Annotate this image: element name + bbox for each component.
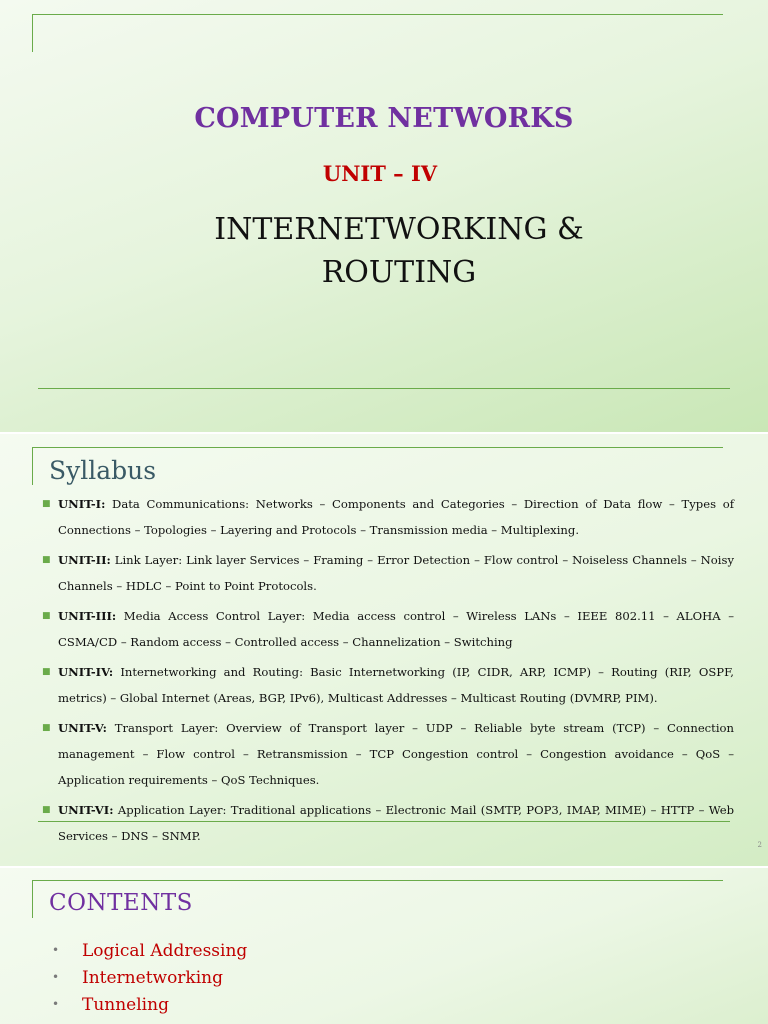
contents-item-label: Tunneling — [82, 995, 169, 1015]
unit-label: UNIT-V: — [58, 721, 107, 735]
bullet-icon: • — [52, 943, 60, 957]
unit-subtitle — [0, 208, 768, 294]
bottom-rule — [38, 821, 730, 822]
unit-label: UNIT – IV — [322, 161, 438, 186]
left-rule — [32, 14, 33, 52]
unit-label: UNIT-VI: — [58, 803, 114, 817]
contents-item — [52, 938, 247, 965]
syllabus-item — [42, 715, 734, 793]
syllabus-item — [42, 797, 734, 849]
course-title: COMPUTER NETWORKS — [194, 103, 574, 134]
syllabus-list — [42, 491, 734, 853]
square-bullet-icon: ■ — [42, 611, 51, 621]
syllabus-item — [42, 659, 734, 711]
contents-title: CONTENTS — [49, 890, 193, 916]
contents-item — [52, 965, 247, 992]
bullet-icon: • — [52, 997, 60, 1011]
unit-label: UNIT-III: — [58, 609, 117, 623]
square-bullet-icon: ■ — [42, 499, 51, 509]
square-bullet-icon: ■ — [42, 805, 51, 815]
contents-item-label: Internetworking — [82, 968, 224, 988]
unit-description: Internetworking and Routing: Basic Internetworking (IP, CIDR, ARP, ICMP) – Routing (RIP, OSPF, metrics) – Global Internet (Areas, BGP, IPv6), Multicast Addresses – Multicast Routing (DVMRP, PIM). — [58, 665, 734, 705]
contents-list — [52, 938, 247, 1019]
unit-description: Transport Layer: Overview of Transport layer – UDP – Reliable byte stream (TCP) – Connection management – Flow control – Retransmission – TCP Congestion control – Congestion avoidance – QoS – Application requirements – QoS Techniques. — [58, 721, 734, 787]
unit-description: Application Layer: Traditional applications – Electronic Mail (SMTP, POP3, IMAP, MIME) – HTTP – Web Services – DNS – SNMP. — [58, 803, 734, 843]
contents-slide — [0, 868, 768, 1024]
syllabus-item — [42, 491, 734, 543]
subtitle-line-2: ROUTING — [321, 255, 477, 290]
syllabus-item — [42, 603, 734, 655]
top-rule — [32, 880, 723, 881]
left-rule — [32, 447, 33, 485]
syllabus-item — [42, 547, 734, 599]
left-rule — [32, 880, 33, 918]
square-bullet-icon: ■ — [42, 723, 51, 733]
title-slide — [0, 0, 768, 432]
top-rule — [32, 447, 723, 448]
page-number: 2 — [757, 841, 762, 849]
unit-description: Media Access Control Layer: Media access control – Wireless LANs – IEEE 802.11 – ALOHA – CSMA/CD – Random access – Controlled access – Channelization – Switching — [58, 609, 734, 649]
syllabus-slide — [0, 434, 768, 866]
top-rule — [32, 14, 723, 15]
contents-item — [52, 992, 247, 1019]
bottom-rule — [38, 388, 730, 389]
unit-description: Link Layer: Link layer Services – Framing – Error Detection – Flow control – Noiseless Channels – Noisy Channels – HDLC – Point to Point Protocols. — [58, 553, 734, 593]
unit-label: UNIT-II: — [58, 553, 111, 567]
contents-item-label: Logical Addressing — [82, 941, 248, 961]
unit-description: Data Communications: Networks – Components and Categories – Direction of Data flow – Types of Connections – Topologies – Layering and Protocols – Transmission media – Multiplexing. — [58, 497, 734, 537]
square-bullet-icon: ■ — [42, 667, 51, 677]
unit-label: UNIT-I: — [58, 497, 106, 511]
subtitle-line-1: INTERNETWORKING & — [214, 212, 584, 247]
square-bullet-icon: ■ — [42, 555, 51, 565]
syllabus-title: Syllabus — [49, 456, 157, 485]
bullet-icon: • — [52, 970, 60, 984]
unit-label: UNIT-IV: — [58, 665, 114, 679]
